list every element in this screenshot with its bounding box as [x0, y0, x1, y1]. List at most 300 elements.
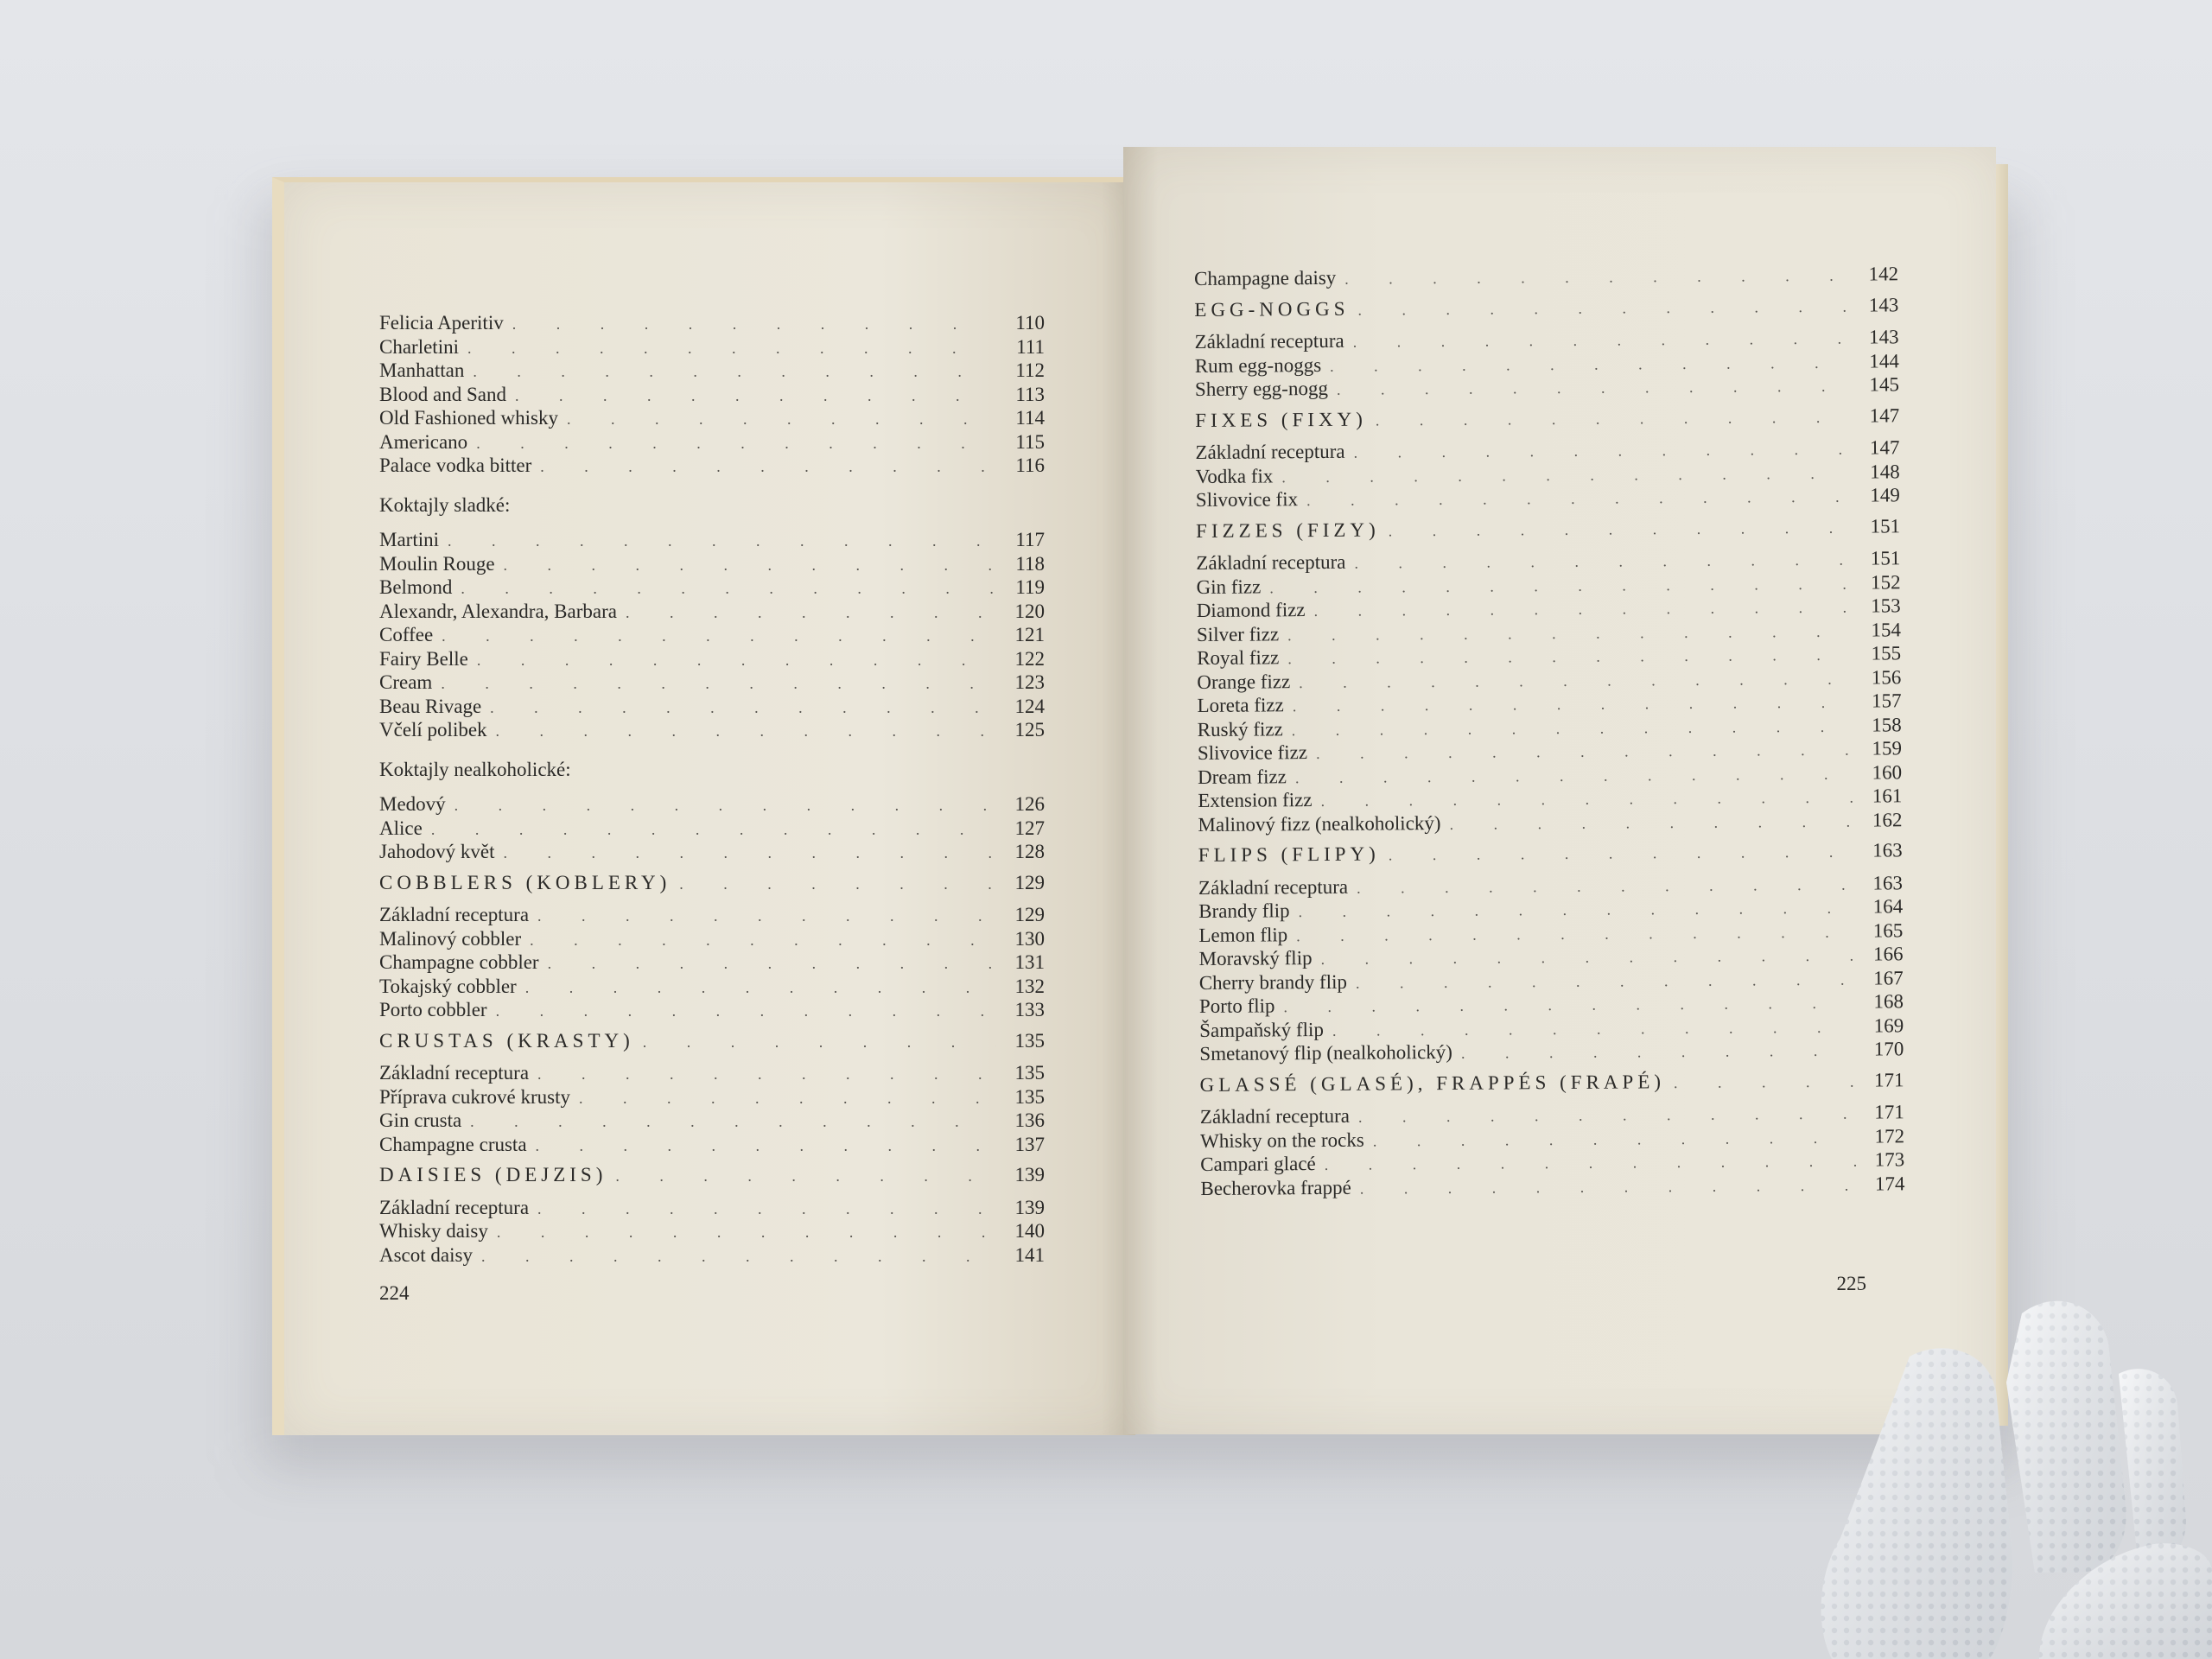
- dot-leader: [473, 360, 996, 384]
- entry-title: Beau Rivage: [379, 695, 482, 717]
- heading-daisies: [379, 1164, 1045, 1188]
- dot-leader: [530, 929, 996, 952]
- dot-leader: [1287, 620, 1853, 646]
- toc-entry: [1200, 1148, 1904, 1177]
- entry-title: Americano: [379, 430, 468, 453]
- entry-page-number: 116: [1015, 454, 1045, 476]
- entry-title: Martini: [379, 529, 439, 550]
- entry-page-number: 174: [1874, 1172, 1905, 1195]
- entry-page-number: 173: [1874, 1148, 1905, 1171]
- right-group-2: [1195, 326, 1900, 402]
- entry-title: CRUSTAS (KRASTY): [379, 1029, 634, 1052]
- toc-entry: [379, 1220, 1045, 1244]
- heading-fizzes: [1196, 515, 1900, 543]
- toc-entry: [1199, 1038, 1904, 1066]
- toc-entry: [379, 312, 1045, 336]
- dot-leader: [1354, 549, 1852, 575]
- entry-title: Smetanový flip (nealkoholický): [1199, 1040, 1452, 1065]
- dot-leader: [679, 873, 996, 896]
- dot-leader: [1344, 264, 1850, 291]
- entry-page-number: 167: [1873, 966, 1904, 989]
- entry-page-number: 164: [1872, 895, 1904, 918]
- entry-title: Champagne cobbler: [379, 951, 539, 973]
- entry-page-number: 158: [1872, 713, 1902, 736]
- toc-entry: [1198, 943, 1903, 971]
- entry-page-number: 151: [1870, 514, 1901, 537]
- entry-title: Champagne crusta: [379, 1133, 527, 1155]
- entry-title: Cherry brandy flip: [1198, 970, 1348, 994]
- entry-page-number: 155: [1871, 642, 1902, 664]
- entry-title: Slivovice fizz: [1197, 741, 1308, 764]
- toc-entry: [379, 999, 1045, 1023]
- entry-page-number: 145: [1869, 373, 1900, 396]
- toc-entry: [379, 817, 1045, 842]
- entry-page-number: 130: [1014, 927, 1045, 950]
- entry-page-number: 144: [1869, 349, 1899, 372]
- dot-leader: [1357, 295, 1850, 321]
- entry-title: Coffee: [379, 624, 434, 645]
- toc-entry: [1197, 619, 1901, 647]
- toc-entry: [1200, 1101, 1904, 1129]
- dot-leader: [454, 794, 996, 817]
- entry-page-number: 126: [1014, 793, 1045, 815]
- dot-leader: [1320, 786, 1853, 813]
- glove-icon: [1780, 1262, 2212, 1659]
- dot-leader: [512, 313, 996, 336]
- entry-page-number: 169: [1873, 1014, 1904, 1037]
- dot-leader: [1449, 810, 1853, 836]
- toc-entry: [1195, 436, 1899, 465]
- entry-title: Champagne daisy: [1194, 266, 1337, 289]
- left-group-1: [379, 312, 1045, 479]
- dot-leader: [496, 1000, 996, 1023]
- entry-page-number: 148: [1870, 460, 1900, 483]
- dot-leader: [1373, 1126, 1856, 1152]
- toc-entry: [379, 1109, 1045, 1134]
- section-heading-row: [379, 1030, 1045, 1054]
- entry-title: Palace vodka bitter: [379, 454, 532, 476]
- entry-title: Základní receptura: [379, 904, 530, 925]
- dot-leader: [1316, 739, 1853, 766]
- entry-title: Manhattan: [379, 359, 465, 381]
- entry-page-number: 137: [1014, 1133, 1045, 1155]
- entry-page-number: 172: [1874, 1124, 1905, 1147]
- entry-title: Brandy flip: [1198, 899, 1290, 922]
- entry-title: Fairy Belle: [379, 647, 468, 670]
- dot-leader: [643, 1031, 996, 1054]
- section-heading-row: [379, 1164, 1045, 1188]
- section-heading-row: [1198, 839, 1903, 868]
- toc-entry: [1198, 895, 1903, 924]
- entry-title: Základní receptura: [1199, 1104, 1350, 1128]
- section-heading-row: [1194, 294, 1898, 322]
- dot-leader: [1332, 1015, 1855, 1042]
- entry-title: GLASSÉ (GLASÉ), FRAPPÉS (FRAPÉ): [1199, 1070, 1666, 1096]
- dot-leader: [567, 408, 996, 431]
- dot-leader: [1358, 1103, 1856, 1129]
- entry-page-number: 162: [1872, 808, 1903, 831]
- subhead-sweet: Koktajly sladké:: [379, 493, 511, 516]
- entry-page-number: 115: [1015, 430, 1045, 453]
- entry-page-number: 139: [1014, 1196, 1045, 1218]
- entry-title: Rum egg-noggs: [1194, 353, 1322, 377]
- right-group-5: [1198, 872, 1904, 1067]
- dot-leader: [467, 337, 996, 360]
- entry-page-number: 153: [1871, 594, 1901, 617]
- dot-leader: [431, 818, 996, 842]
- toc-entry: [379, 904, 1045, 928]
- toc-entry: [379, 719, 1045, 743]
- toc-entry: [1198, 714, 1902, 742]
- dot-leader: [537, 1198, 996, 1221]
- toc-entry: [1196, 547, 1900, 575]
- entry-page-number: 119: [1015, 576, 1045, 598]
- dot-leader: [1269, 572, 1852, 599]
- toc-entry: [379, 1197, 1045, 1221]
- dot-leader: [540, 455, 996, 479]
- left-page: [272, 177, 1135, 1435]
- dot-leader: [504, 554, 996, 577]
- toc-entry: [379, 696, 1045, 720]
- dot-leader: [496, 720, 996, 743]
- entry-title: Ruský fizz: [1197, 717, 1283, 741]
- dot-leader: [1299, 897, 1855, 924]
- dot-leader: [1292, 715, 1853, 741]
- entry-page-number: 142: [1868, 263, 1899, 285]
- dot-leader: [537, 1063, 996, 1086]
- entry-page-number: 171: [1873, 1068, 1904, 1091]
- toc-entry: [379, 976, 1045, 1000]
- left-group-5: [379, 1062, 1045, 1157]
- entry-page-number: 113: [1015, 383, 1045, 405]
- entry-title: Malinový cobbler: [379, 927, 522, 950]
- toc-entry: [379, 951, 1045, 976]
- entry-title: Royal fizz: [1197, 646, 1280, 669]
- entry-page-number: 143: [1868, 293, 1899, 316]
- toc-entry: [379, 336, 1045, 360]
- entry-page-number: 157: [1871, 690, 1902, 712]
- dot-leader: [442, 625, 996, 648]
- right-group-4: [1196, 547, 1902, 837]
- entry-page-number: 132: [1014, 975, 1045, 997]
- entry-title: Jahodový květ: [379, 841, 495, 862]
- entry-title: Gin crusta: [379, 1109, 462, 1131]
- left-group-6: [379, 1197, 1045, 1268]
- entry-page-number: 166: [1872, 943, 1904, 965]
- toc-entry: [379, 624, 1045, 648]
- dot-leader: [497, 1221, 996, 1244]
- left-group-2: [379, 529, 1045, 743]
- entry-title: COBBLERS (KOBLERY): [379, 871, 671, 893]
- entry-title: Moulin Rouge: [379, 552, 495, 575]
- toc-entry: [379, 841, 1045, 865]
- dot-leader: [1360, 1173, 1857, 1200]
- entry-title: EGG-NOGGS: [1194, 297, 1350, 321]
- entry-page-number: 141: [1014, 1243, 1045, 1266]
- toc-entry: [379, 1086, 1045, 1110]
- entry-title: Základní receptura: [379, 1062, 530, 1084]
- entry-page-number: 120: [1014, 600, 1045, 622]
- toc-entry: [379, 407, 1045, 431]
- entry-page-number: 171: [1874, 1101, 1904, 1123]
- entry-title: Malinový fizz (nealkoholický): [1198, 811, 1441, 836]
- toc-entry: [379, 1062, 1045, 1086]
- entry-title: Sherry egg-nogg: [1194, 377, 1329, 400]
- right-group-1: [1194, 263, 1898, 291]
- entry-page-number: 110: [1015, 312, 1045, 334]
- left-group-3: [379, 793, 1045, 865]
- dot-leader: [461, 577, 996, 601]
- entry-page-number: 139: [1014, 1164, 1045, 1185]
- entry-title: FIXES (FIXY): [1195, 408, 1367, 431]
- toc-entry: [379, 359, 1045, 384]
- toc-entry: [379, 529, 1045, 553]
- toc-entry: [1198, 761, 1902, 790]
- dot-leader: [626, 601, 996, 625]
- toc-entry: [1197, 642, 1901, 671]
- toc-entry: [1195, 326, 1899, 354]
- entry-title: Dream fizz: [1198, 765, 1287, 788]
- dot-leader: [481, 1245, 996, 1268]
- heading-glasse-frappes: [1200, 1069, 1904, 1097]
- right-group-6: [1200, 1101, 1905, 1201]
- dot-leader: [1320, 944, 1854, 971]
- heading-crustas: [379, 1030, 1045, 1054]
- toc-entry: [379, 648, 1045, 672]
- toc-entry: [379, 928, 1045, 952]
- dot-leader: [1295, 762, 1853, 789]
- toc-entry: [1194, 263, 1898, 291]
- entry-page-number: 131: [1014, 951, 1045, 973]
- entry-page-number: 161: [1872, 785, 1903, 807]
- toc-entry: [1198, 872, 1903, 900]
- entry-page-number: 159: [1872, 737, 1902, 760]
- entry-title: Whisky daisy: [379, 1220, 488, 1242]
- heading-flips: [1198, 839, 1903, 868]
- toc-entry: [379, 1134, 1045, 1158]
- dot-leader: [1337, 375, 1851, 402]
- entry-title: Diamond fizz: [1196, 599, 1306, 621]
- dot-leader: [1306, 486, 1852, 512]
- dot-leader: [448, 530, 996, 553]
- entry-title: Základní receptura: [379, 1196, 530, 1218]
- toc-entry: [1200, 1125, 1904, 1154]
- toc-entry: [1199, 1014, 1904, 1043]
- entry-title: Základní receptura: [1195, 440, 1345, 463]
- dot-leader: [1357, 873, 1854, 899]
- entry-page-number: 129: [1014, 871, 1045, 893]
- dot-leader: [1674, 1070, 1856, 1094]
- dot-leader: [1461, 1039, 1856, 1065]
- entry-title: FLIPS (FLIPY): [1198, 842, 1380, 866]
- entry-title: Blood and Sand: [379, 383, 506, 405]
- entry-title: Základní receptura: [1194, 329, 1344, 353]
- entry-page-number: 127: [1014, 817, 1045, 839]
- toc-entry: [379, 671, 1045, 696]
- entry-page-number: 135: [1014, 1062, 1045, 1084]
- entry-page-number: 133: [1014, 999, 1045, 1020]
- subhead-nonalcoholic: Koktajly nealkoholické:: [379, 758, 571, 780]
- entry-page-number: 149: [1870, 484, 1900, 506]
- toc-entry: [379, 553, 1045, 577]
- entry-title: Alice: [379, 817, 423, 839]
- entry-title: Whisky on the rocks: [1199, 1128, 1364, 1152]
- dot-leader: [441, 672, 996, 696]
- entry-page-number: 123: [1014, 671, 1045, 693]
- dot-leader: [548, 952, 996, 976]
- entry-page-number: 163: [1872, 839, 1903, 861]
- entry-title: Alexandr, Alexandra, Barbara: [379, 600, 617, 622]
- entry-page-number: 147: [1869, 404, 1900, 427]
- dot-leader: [504, 842, 996, 865]
- dot-leader: [1376, 405, 1852, 431]
- heading-fixes: [1195, 404, 1899, 433]
- dot-leader: [1296, 920, 1854, 947]
- entry-title: Orange fizz: [1197, 670, 1291, 693]
- entry-page-number: 118: [1015, 552, 1045, 575]
- page-number-left: 224: [379, 1282, 410, 1304]
- entry-page-number: 129: [1014, 904, 1045, 925]
- toc-entry: [1196, 571, 1900, 600]
- entry-page-number: 135: [1014, 1029, 1045, 1052]
- dot-leader: [1283, 992, 1855, 1019]
- entry-page-number: 121: [1014, 624, 1045, 645]
- entry-page-number: 168: [1873, 990, 1904, 1013]
- right-group-3: [1195, 436, 1900, 512]
- left-group-4: [379, 904, 1045, 1023]
- entry-page-number: 112: [1015, 359, 1045, 381]
- entry-page-number: 156: [1871, 665, 1902, 689]
- dot-leader: [1356, 968, 1855, 995]
- entry-title: Old Fashioned whisky: [379, 407, 558, 429]
- toc-entry: [1195, 350, 1899, 378]
- entry-page-number: 152: [1870, 570, 1901, 594]
- entry-title: Belmond: [379, 576, 453, 598]
- entry-page-number: 128: [1014, 841, 1045, 862]
- entry-title: Charletini: [379, 335, 459, 358]
- toc-entry: [1195, 373, 1899, 402]
- entry-page-number: 117: [1015, 529, 1045, 550]
- entry-title: Základní receptura: [1198, 875, 1349, 899]
- entry-title: Porto flip: [1198, 995, 1275, 1017]
- toc-entry: [379, 793, 1045, 817]
- entry-title: Příprava cukrové krusty: [379, 1085, 570, 1108]
- section-heading-row: [1200, 1069, 1904, 1097]
- entry-page-number: 151: [1870, 547, 1901, 569]
- dot-leader: [1353, 327, 1851, 354]
- toc-entry: [1199, 967, 1904, 995]
- entry-page-number: 135: [1014, 1085, 1045, 1108]
- toc-entry: [379, 454, 1045, 479]
- entry-title: Cream: [379, 671, 433, 693]
- toc-entry: [379, 384, 1045, 408]
- right-page: [1123, 147, 1996, 1434]
- section-heading-row: [1195, 404, 1899, 433]
- entry-title: Becherovka frappé: [1200, 1176, 1351, 1199]
- dot-leader: [476, 432, 996, 455]
- entry-page-number: 122: [1014, 647, 1045, 670]
- entry-page-number: 111: [1016, 335, 1045, 358]
- toc-entry: [1198, 737, 1902, 766]
- entry-title: DAISIES (DEJZIS): [379, 1164, 607, 1185]
- toc-entry: [1198, 809, 1902, 837]
- toc-entry: [1196, 484, 1900, 512]
- entry-title: Felicia Aperitiv: [379, 312, 504, 334]
- entry-title: Tokajský cobbler: [379, 975, 517, 997]
- dot-leader: [470, 1110, 996, 1134]
- toc-entry: [379, 576, 1045, 601]
- toc-entry: [1198, 919, 1903, 948]
- dot-leader: [1281, 461, 1852, 488]
- page-number-right: 225: [1836, 1273, 1866, 1294]
- toc-entry: [1196, 461, 1900, 489]
- toc-entry: [379, 601, 1045, 625]
- entry-title: FIZZES (FIZY): [1196, 518, 1380, 542]
- entry-page-number: 114: [1015, 407, 1045, 429]
- dot-leader: [1325, 1150, 1857, 1177]
- entry-title: Základní receptura: [1196, 550, 1346, 574]
- entry-page-number: 160: [1872, 760, 1903, 784]
- dot-leader: [579, 1087, 996, 1110]
- toc-entry: [1198, 785, 1902, 813]
- entry-title: Porto cobbler: [379, 999, 487, 1020]
- dot-leader: [477, 649, 996, 672]
- dot-leader: [1299, 667, 1853, 694]
- toc-entry: [1197, 666, 1901, 695]
- section-heading-row: [379, 872, 1045, 896]
- dot-leader: [1389, 516, 1853, 542]
- dot-leader: [1353, 438, 1851, 465]
- entry-title: Včelí polibek: [379, 719, 487, 741]
- dot-leader: [537, 905, 996, 928]
- left-toc: [379, 312, 1045, 1268]
- toc-entry: [1199, 990, 1904, 1019]
- dot-leader: [1389, 841, 1854, 867]
- entry-title: Šampaňský flip: [1199, 1018, 1324, 1041]
- toc-entry: [379, 1244, 1045, 1268]
- entry-title: Medový: [379, 793, 446, 815]
- dot-leader: [1293, 691, 1853, 718]
- dot-leader: [1287, 644, 1853, 671]
- entry-title: Loreta fizz: [1197, 694, 1284, 716]
- entry-title: Moravský flip: [1198, 947, 1313, 969]
- toc-entry: [1197, 594, 1901, 623]
- entry-page-number: 140: [1014, 1220, 1045, 1242]
- entry-title: Gin fizz: [1196, 575, 1262, 598]
- entry-title: Extension fizz: [1198, 789, 1313, 811]
- entry-page-number: 147: [1869, 436, 1900, 459]
- entry-title: Vodka fix: [1195, 464, 1274, 487]
- toc-entry: [1197, 690, 1901, 718]
- dot-leader: [515, 385, 996, 408]
- entry-page-number: 154: [1871, 618, 1902, 641]
- section-heading-row: [1196, 515, 1900, 543]
- dot-leader: [536, 1135, 996, 1158]
- heading-egg-noggs: [1194, 294, 1898, 322]
- dot-leader: [490, 696, 996, 720]
- toc-entry: [1200, 1173, 1904, 1201]
- entry-title: Ascot daisy: [379, 1243, 473, 1266]
- dot-leader: [1330, 351, 1851, 378]
- entry-title: Lemon flip: [1198, 923, 1288, 946]
- entry-page-number: 136: [1014, 1109, 1045, 1131]
- entry-page-number: 143: [1868, 326, 1899, 348]
- dot-leader: [1314, 596, 1853, 623]
- heading-cobblers: [379, 872, 1045, 896]
- dot-leader: [525, 976, 996, 1000]
- dot-leader: [615, 1165, 996, 1188]
- entry-title: Silver fizz: [1196, 622, 1280, 645]
